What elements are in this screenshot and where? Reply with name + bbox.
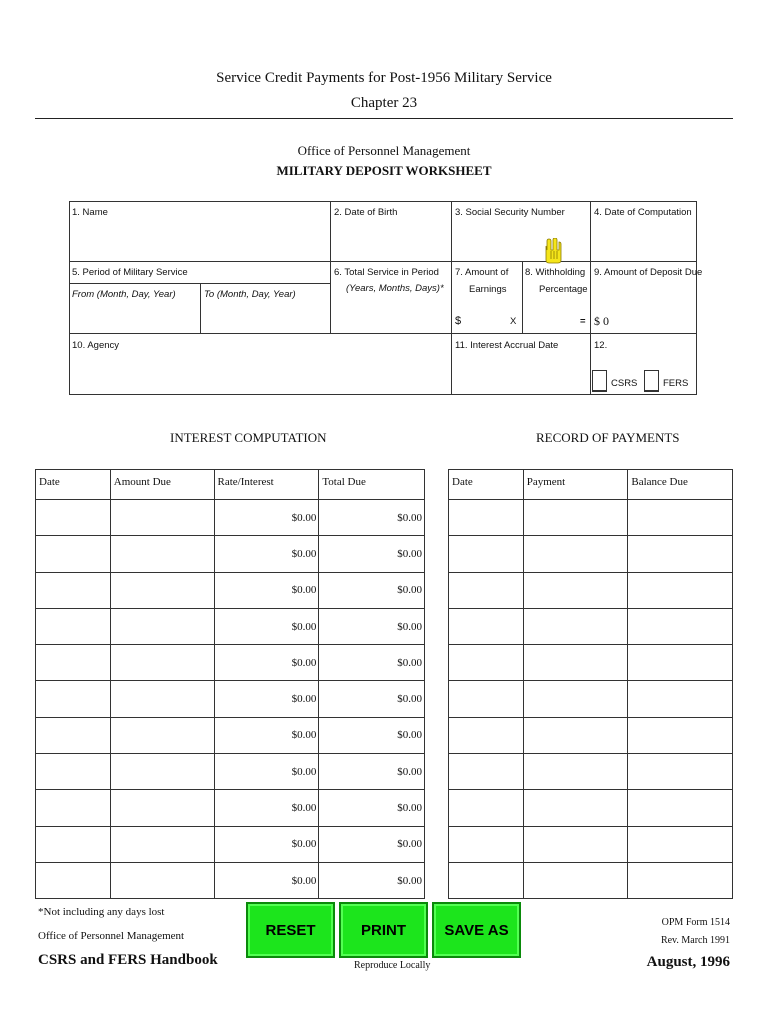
- balance-due-cell[interactable]: [628, 608, 733, 644]
- total-service-field[interactable]: 6. Total Service in Period: [334, 267, 439, 278]
- rate-interest-cell[interactable]: $0.00: [214, 717, 319, 753]
- computation-date-field[interactable]: 4. Date of Computation: [594, 207, 692, 218]
- date-cell[interactable]: [449, 681, 524, 717]
- total-due-cell[interactable]: $0.00: [319, 608, 425, 644]
- payment-cell[interactable]: [523, 608, 628, 644]
- balance-due-cell[interactable]: [628, 536, 733, 572]
- total-due-cell[interactable]: $0.00: [319, 826, 425, 862]
- form-col-divider: [522, 261, 523, 333]
- hand-pointer-icon: [542, 238, 564, 264]
- earnings-label-2: Earnings: [469, 284, 507, 295]
- payment-cell[interactable]: [523, 681, 628, 717]
- interest-table: [35, 469, 425, 899]
- table-row: [449, 645, 733, 681]
- total-due-cell[interactable]: $0.00: [319, 572, 425, 608]
- worksheet-title: MILITARY DEPOSIT WORKSHEET: [276, 163, 492, 178]
- total-due-cell[interactable]: $0.00: [319, 862, 425, 898]
- amount-due-cell[interactable]: [110, 717, 214, 753]
- date-cell[interactable]: [36, 754, 111, 790]
- table-row: [36, 608, 425, 644]
- dob-field[interactable]: 2. Date of Birth: [334, 207, 398, 218]
- date-cell[interactable]: [36, 826, 111, 862]
- withholding-label: 8. Withholding: [525, 267, 586, 278]
- ssn-field[interactable]: 3. Social Security Number: [455, 207, 565, 218]
- total-due-cell[interactable]: $0.00: [319, 754, 425, 790]
- table-row: [36, 862, 425, 898]
- table-row: [449, 500, 733, 536]
- balance-due-cell[interactable]: [628, 645, 733, 681]
- retirement-system-label: 12.: [594, 340, 608, 351]
- payment-cell[interactable]: [523, 500, 628, 536]
- agency-field[interactable]: 10. Agency: [72, 340, 120, 351]
- table-row: [449, 608, 733, 644]
- table-row: [449, 790, 733, 826]
- total-due-cell[interactable]: $0.00: [319, 717, 425, 753]
- multiply-sign: X: [510, 316, 517, 327]
- form-row-divider: [69, 333, 697, 334]
- handbook-title: CSRS and FERS Handbook: [38, 952, 218, 968]
- balance-due-cell[interactable]: [628, 790, 733, 826]
- name-field[interactable]: 1. Name: [72, 207, 108, 218]
- deposit-due-value[interactable]: $ 0: [594, 314, 609, 328]
- date-cell[interactable]: [36, 608, 111, 644]
- form-revision: Rev. March 1991: [660, 935, 730, 946]
- rate-interest-cell[interactable]: $0.00: [214, 862, 319, 898]
- amount-due-cell[interactable]: [110, 645, 214, 681]
- total-due-cell[interactable]: $0.00: [319, 500, 425, 536]
- rate-interest-cell[interactable]: $0.00: [214, 754, 319, 790]
- earnings-dollar-sign: $: [455, 315, 462, 327]
- form-col-divider: [330, 201, 331, 333]
- print-button[interactable]: PRINT: [339, 902, 428, 958]
- balance-due-cell[interactable]: [628, 717, 733, 753]
- date-cell[interactable]: [449, 826, 524, 862]
- amount-due-cell[interactable]: [110, 754, 214, 790]
- date-cell[interactable]: [36, 536, 111, 572]
- date-cell[interactable]: [449, 790, 524, 826]
- balance-due-cell[interactable]: [628, 754, 733, 790]
- to-date-field[interactable]: To (Month, Day, Year): [204, 289, 296, 300]
- fers-label: FERS: [663, 378, 689, 389]
- amount-due-cell[interactable]: [110, 500, 214, 536]
- payment-cell[interactable]: [523, 536, 628, 572]
- date-cell[interactable]: [36, 681, 111, 717]
- date-cell[interactable]: [449, 754, 524, 790]
- amount-due-cell[interactable]: [110, 536, 214, 572]
- office-name: Office of Personnel Management: [297, 143, 471, 158]
- payment-cell[interactable]: [523, 754, 628, 790]
- rate-interest-cell[interactable]: $0.00: [214, 536, 319, 572]
- footnote: *Not including any days lost: [38, 906, 165, 918]
- fers-checkbox[interactable]: [644, 370, 659, 392]
- column-header-payment: Payment: [523, 470, 628, 500]
- table-row: [449, 826, 733, 862]
- amount-due-cell[interactable]: [110, 608, 214, 644]
- date-cell[interactable]: [36, 645, 111, 681]
- form-col-divider: [451, 201, 452, 395]
- total-due-cell[interactable]: $0.00: [319, 536, 425, 572]
- table-row: [449, 862, 733, 898]
- table-row: [36, 681, 425, 717]
- rate-interest-cell[interactable]: $0.00: [214, 608, 319, 644]
- column-header-date: Date: [449, 470, 524, 500]
- reset-button[interactable]: RESET: [246, 902, 335, 958]
- payments-table: [448, 469, 733, 899]
- payment-cell[interactable]: [523, 862, 628, 898]
- rate-interest-cell[interactable]: $0.00: [214, 572, 319, 608]
- save-as-button[interactable]: SAVE AS: [432, 902, 521, 958]
- table-row: [36, 536, 425, 572]
- footer-office: Office of Personnel Management: [38, 930, 185, 942]
- amount-due-cell[interactable]: [110, 826, 214, 862]
- csrs-checkbox[interactable]: [592, 370, 607, 392]
- column-header-total-due: Total Due: [319, 470, 425, 500]
- withholding-input[interactable]: [525, 311, 575, 329]
- table-header-row: [36, 470, 425, 500]
- form-number: OPM Form 1514: [661, 917, 730, 928]
- table-row: [36, 500, 425, 536]
- date-cell[interactable]: [36, 500, 111, 536]
- total-service-hint: (Years, Months, Days)*: [346, 283, 444, 294]
- reproduce-note: Reproduce Locally: [354, 960, 431, 971]
- form-col-divider: [200, 283, 201, 333]
- table-row: [36, 717, 425, 753]
- handbook-date: August, 1996: [646, 954, 730, 970]
- rate-interest-cell[interactable]: $0.00: [214, 500, 319, 536]
- balance-due-cell[interactable]: [628, 681, 733, 717]
- date-cell[interactable]: [36, 862, 111, 898]
- amount-due-cell[interactable]: [110, 790, 214, 826]
- date-cell[interactable]: [449, 645, 524, 681]
- date-cell[interactable]: [449, 608, 524, 644]
- total-due-cell[interactable]: $0.00: [319, 645, 425, 681]
- date-cell[interactable]: [449, 572, 524, 608]
- withholding-label-2: Percentage: [539, 284, 588, 295]
- rate-interest-cell[interactable]: $0.00: [214, 826, 319, 862]
- date-cell[interactable]: [36, 572, 111, 608]
- column-header-amount-due: Amount Due: [110, 470, 214, 500]
- date-cell[interactable]: [36, 717, 111, 753]
- payment-cell[interactable]: [523, 572, 628, 608]
- table-row: [449, 681, 733, 717]
- header-divider: [35, 118, 733, 119]
- table-row: [36, 572, 425, 608]
- payments-section-title: RECORD OF PAYMENTS: [536, 430, 680, 445]
- table-row: [36, 754, 425, 790]
- amount-due-cell[interactable]: [110, 572, 214, 608]
- date-cell[interactable]: [36, 790, 111, 826]
- table-row: [449, 536, 733, 572]
- form-col-divider: [590, 201, 591, 395]
- table-row: [449, 572, 733, 608]
- csrs-label: CSRS: [611, 378, 638, 389]
- form-row-divider: [69, 261, 697, 262]
- date-cell[interactable]: [449, 862, 524, 898]
- interest-section-title: INTEREST COMPUTATION: [170, 430, 327, 445]
- balance-due-cell[interactable]: [628, 500, 733, 536]
- balance-due-cell[interactable]: [628, 572, 733, 608]
- column-header-balance-due: Balance Due: [628, 470, 733, 500]
- payment-cell[interactable]: [523, 790, 628, 826]
- rate-interest-cell[interactable]: $0.00: [214, 645, 319, 681]
- amount-due-cell[interactable]: [110, 681, 214, 717]
- deposit-due-label: 9. Amount of Deposit Due: [594, 267, 703, 278]
- equals-sign: =: [580, 316, 586, 327]
- rate-interest-cell[interactable]: $0.00: [214, 790, 319, 826]
- military-period-label: 5. Period of Military Service: [72, 267, 188, 278]
- payment-cell[interactable]: [523, 826, 628, 862]
- from-date-field[interactable]: From (Month, Day, Year): [72, 289, 176, 300]
- amount-due-cell[interactable]: [110, 862, 214, 898]
- table-row: [449, 717, 733, 753]
- chapter-label: Chapter 23: [350, 95, 418, 111]
- interest-accrual-date-field[interactable]: 11. Interest Accrual Date: [455, 340, 559, 351]
- date-cell[interactable]: [449, 536, 524, 572]
- column-header-rate-interest: Rate/Interest: [214, 470, 319, 500]
- date-cell[interactable]: [449, 500, 524, 536]
- column-header-date: Date: [36, 470, 111, 500]
- earnings-label: 7. Amount of: [455, 267, 509, 278]
- payment-cell[interactable]: [523, 717, 628, 753]
- total-due-cell[interactable]: $0.00: [319, 681, 425, 717]
- balance-due-cell[interactable]: [628, 862, 733, 898]
- page-title: Service Credit Payments for Post-1956 Military Service: [216, 70, 552, 86]
- date-cell[interactable]: [449, 717, 524, 753]
- balance-due-cell[interactable]: [628, 826, 733, 862]
- table-row: [36, 826, 425, 862]
- rate-interest-cell[interactable]: $0.00: [214, 681, 319, 717]
- table-row: [36, 790, 425, 826]
- table-row: [449, 754, 733, 790]
- table-row: [36, 645, 425, 681]
- payment-cell[interactable]: [523, 645, 628, 681]
- table-header-row: [449, 470, 733, 500]
- total-due-cell[interactable]: $0.00: [319, 790, 425, 826]
